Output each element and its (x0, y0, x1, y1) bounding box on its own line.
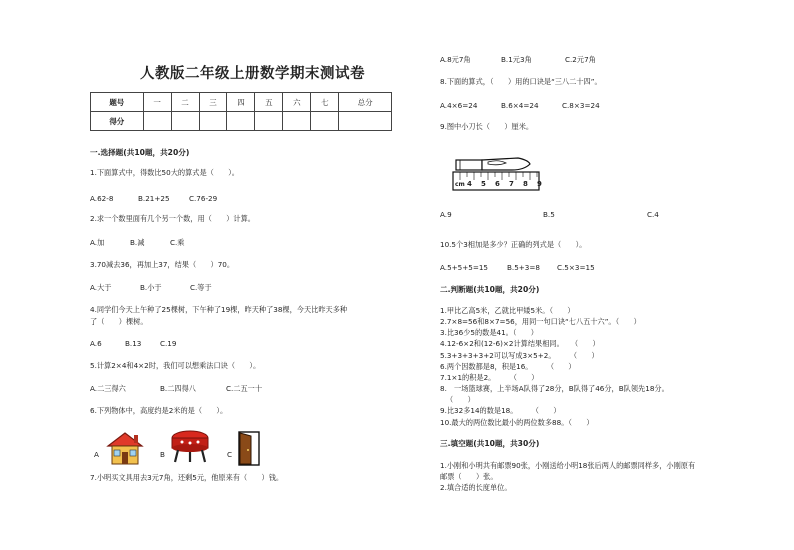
q10-option-b: B.5+3=8 (507, 263, 540, 272)
q8-option-c: C.8×3=24 (562, 101, 600, 110)
judge-item: 1.甲比乙高5米，乙就比甲矮5米。（ ） (440, 306, 575, 315)
score-header-cell: 题号 (91, 93, 144, 112)
ruler-tick-label: 7 (509, 180, 514, 188)
judge-item-continuation: （ ） (446, 395, 475, 404)
q9-option-c: C.4 (647, 210, 659, 219)
score-header-cell: 总分 (339, 93, 392, 112)
section-heading-judge: 二.判断题(共10题，共20分) (440, 285, 540, 294)
question-4-line1: 4.同学们今天上午种了25棵树，下午种了19棵，昨天种了38棵，今天比昨天多种 (90, 305, 348, 314)
q8-option-a: A.4×6=24 (440, 101, 478, 110)
q5-option-c: C.二五一十 (226, 384, 263, 393)
q5-option-a: A.二三得六 (90, 384, 126, 393)
q10-option-a: A.5+5+5=15 (440, 263, 489, 272)
question-10: 10.5个3相加是多少？正确的列式是（ ）。 (440, 240, 587, 249)
question-7: 7.小明买文具用去3元7角，还剩5元，他原来有（ ）钱。 (90, 473, 284, 482)
question-4-line2: 了（ ）棵树。 (90, 317, 148, 326)
score-row-label: 得分 (91, 112, 144, 131)
judge-item: 5.3+3+3+3+2可以写成3×5+2。 （ ） (440, 351, 599, 360)
door-icon (236, 430, 262, 466)
judge-item: 6.两个因数都是8，积是16。 （ ） (440, 362, 576, 371)
ruler-unit-label: cm (455, 181, 465, 188)
q2-option-c: C.乘 (170, 238, 185, 247)
question-3: 3.70减去36，再加上37，结果（ ）70。 (90, 260, 235, 269)
score-table-score-row (91, 112, 392, 131)
question-2: 2.求一个数里面有几个另一个数，用（ ）计算。 (90, 214, 255, 223)
ruler-tick-label: 6 (495, 180, 500, 188)
q6-option-c: C (227, 450, 233, 459)
score-header-cell: 一 (143, 93, 171, 112)
score-header-cell: 六 (283, 93, 311, 112)
score-cell[interactable] (227, 112, 255, 131)
q4-option-c: C.19 (160, 339, 177, 348)
score-cell[interactable] (283, 112, 311, 131)
score-cell[interactable] (143, 112, 171, 131)
q4-option-b: B.13 (125, 339, 142, 348)
question-9: 9.图中小刀长（ ）厘米。 (440, 122, 534, 131)
score-header-cell: 五 (255, 93, 283, 112)
ruler-tick-label: 5 (481, 180, 486, 188)
stool-icon (168, 428, 212, 464)
q4-option-a: A.6 (90, 339, 102, 348)
question-5: 5.计算2×4和4×2时，我们可以想乘法口诀（ ）。 (90, 361, 261, 370)
score-cell[interactable] (339, 112, 392, 131)
q7-option-b: B.1元3角 (501, 55, 532, 64)
judge-item: 3.比36少5的数是41。（ ） (440, 328, 538, 337)
q6-option-a: A (94, 450, 99, 459)
ruler-tick-label: 8 (523, 180, 528, 188)
q10-option-c: C.5×3=15 (557, 263, 595, 272)
judge-item: 9.比32多14的数是18。 （ ） (440, 406, 561, 415)
judge-item: 8. 一场篮球赛，上半场A队得了28分，B队得了46分，B队领先18分。 (440, 384, 669, 393)
question-1: 1.下面算式中，得数比50大的算式是（ ）。 (90, 168, 239, 177)
score-header-cell: 二 (171, 93, 199, 112)
question-6: 6.下列物体中，高度约是2米的是（ ）。 (90, 406, 228, 415)
score-cell[interactable] (171, 112, 199, 131)
knife-icon (456, 158, 530, 170)
q1-option-b: B.21+25 (138, 194, 170, 203)
q1-option-a: A.62-8 (90, 194, 114, 203)
fill-question-1-line2: 邮票（ ）张。 (440, 472, 498, 481)
judge-item: 4.12-6×2和(12-6)×2计算结果相同。 （ ） (440, 339, 600, 348)
q6-option-b: B (160, 450, 165, 459)
house-icon (104, 430, 146, 466)
q2-option-b: B.减 (130, 238, 145, 247)
q9-option-a: A.9 (440, 210, 452, 219)
judge-item: 2.7×8=56和8×7=56，用同一句口诀“七八五十六”。（ ） (440, 317, 641, 326)
judge-item: 10.最大的两位数比最小的两位数多88。（ ） (440, 418, 594, 427)
score-header-cell: 四 (227, 93, 255, 112)
score-table (90, 92, 392, 131)
judge-item: 7.1×1的积是2。 （ ） (440, 373, 539, 382)
fill-question-1-line1: 1.小刚和小明共有邮票90张，小刚送给小明18张后两人的邮票同样多，小刚原有 (440, 461, 696, 470)
q3-option-a: A.大于 (90, 283, 112, 292)
section-heading-choice: 一.选择题(共10题，共20分) (90, 148, 190, 157)
q2-option-a: A.加 (90, 238, 105, 247)
question-8: 8.下面的算式，（ ）用的口诀是“三八二十四”。 (440, 77, 602, 86)
score-cell[interactable] (311, 112, 339, 131)
section-heading-fill: 三.填空题(共10题，共30分) (440, 439, 540, 448)
score-cell[interactable] (255, 112, 283, 131)
page-title: 人教版二年级上册数学期末测试卷 (140, 66, 365, 82)
ruler-tick-label: 4 (467, 180, 472, 188)
q9-option-b: B.5 (543, 210, 555, 219)
q7-option-a: A.8元7角 (440, 55, 471, 64)
score-header-cell: 三 (199, 93, 227, 112)
q8-option-b: B.6×4=24 (501, 101, 539, 110)
score-cell[interactable] (199, 112, 227, 131)
fill-question-2: 2.填合适的长度单位。 (440, 483, 512, 492)
q3-option-c: C.等于 (190, 283, 212, 292)
q5-option-b: B.二四得八 (160, 384, 196, 393)
score-header-cell: 七 (311, 93, 339, 112)
q7-option-c: C.2元7角 (565, 55, 596, 64)
score-table-header-row (91, 93, 392, 112)
q3-option-b: B.小于 (140, 283, 162, 292)
q1-option-c: C.76-29 (189, 194, 218, 203)
ruler-tick-label: 9 (537, 180, 542, 188)
